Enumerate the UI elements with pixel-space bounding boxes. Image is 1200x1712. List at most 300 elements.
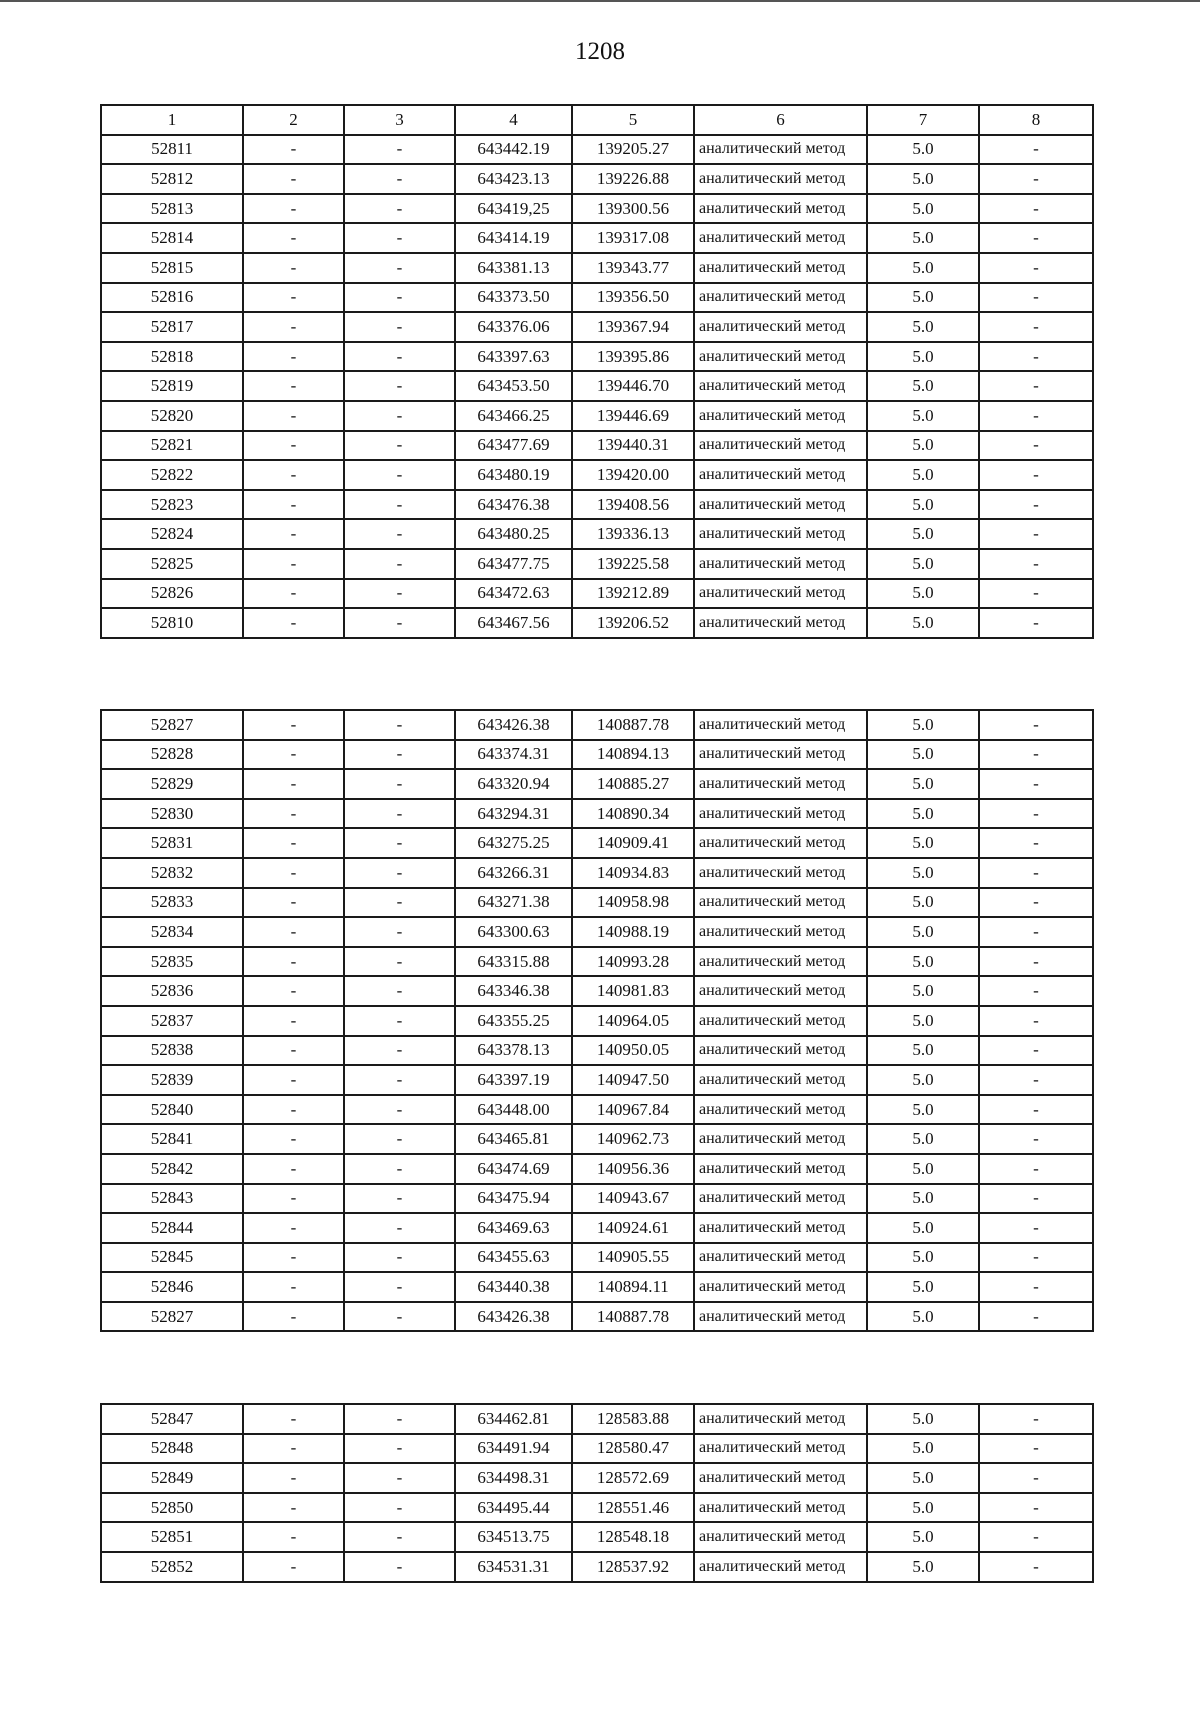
table-cell: 5.0 — [867, 579, 979, 609]
coordinates-table-3 — [100, 1403, 1094, 1583]
table-cell: 5.0 — [867, 1213, 979, 1243]
table-cell: - — [979, 858, 1093, 888]
column-header: 2 — [243, 105, 344, 135]
table-cell: - — [344, 549, 455, 579]
table-row — [101, 917, 1093, 947]
table-cell: - — [344, 608, 455, 638]
table-cell: - — [979, 490, 1093, 520]
table-cell: - — [243, 1404, 344, 1434]
table-cell: 139212.89 — [572, 579, 694, 609]
table-cell: 5.0 — [867, 1154, 979, 1184]
table-cell: 140887.78 — [572, 710, 694, 740]
table-cell: аналитический метод — [694, 342, 867, 372]
column-header: 7 — [867, 105, 979, 135]
table-row — [101, 888, 1093, 918]
table-cell: - — [979, 828, 1093, 858]
table-cell: - — [344, 740, 455, 770]
table-cell: 139356.50 — [572, 283, 694, 313]
table-cell: - — [243, 1272, 344, 1302]
table-cell: 5.0 — [867, 740, 979, 770]
table-cell: аналитический метод — [694, 1213, 867, 1243]
table-cell: 5.0 — [867, 1434, 979, 1464]
table-cell: - — [979, 431, 1093, 461]
table-cell: 643440.38 — [455, 1272, 572, 1302]
table-cell: - — [243, 253, 344, 283]
table-cell: 5.0 — [867, 135, 979, 165]
table-cell: - — [979, 740, 1093, 770]
table-cell: 5.0 — [867, 1095, 979, 1125]
table-cell: - — [979, 1302, 1093, 1332]
table-cell: - — [344, 460, 455, 490]
table-cell: - — [979, 917, 1093, 947]
table-cell: - — [243, 401, 344, 431]
table-cell: - — [344, 828, 455, 858]
table-cell: 5.0 — [867, 710, 979, 740]
table-cell: 5.0 — [867, 519, 979, 549]
table-cell: 52811 — [101, 135, 243, 165]
table-cell: 128583.88 — [572, 1404, 694, 1434]
table-cell: - — [243, 460, 344, 490]
table-cell: аналитический метод — [694, 1493, 867, 1523]
table-cell: 140934.83 — [572, 858, 694, 888]
table-cell: 643397.63 — [455, 342, 572, 372]
table-cell: - — [243, 947, 344, 977]
table-cell: - — [979, 1006, 1093, 1036]
table-cell: 52834 — [101, 917, 243, 947]
table-cell: - — [344, 1522, 455, 1552]
table-cell: 634491.94 — [455, 1434, 572, 1464]
table-cell: 5.0 — [867, 312, 979, 342]
table-cell: аналитический метод — [694, 1434, 867, 1464]
table-row — [101, 1552, 1093, 1582]
table-cell: 139226.88 — [572, 164, 694, 194]
table-cell: - — [979, 1243, 1093, 1273]
table-cell: - — [979, 519, 1093, 549]
table-cell: аналитический метод — [694, 769, 867, 799]
table-row — [101, 579, 1093, 609]
table-cell: 52813 — [101, 194, 243, 224]
table-cell: 52833 — [101, 888, 243, 918]
column-header: 4 — [455, 105, 572, 135]
table-cell: 643442.19 — [455, 135, 572, 165]
table-cell: 5.0 — [867, 223, 979, 253]
table-cell: 52837 — [101, 1006, 243, 1036]
table-cell: - — [344, 431, 455, 461]
table-cell: 5.0 — [867, 1552, 979, 1582]
table-cell: 52823 — [101, 490, 243, 520]
table-cell: аналитический метод — [694, 1302, 867, 1332]
table-cell: 140894.13 — [572, 740, 694, 770]
table-cell: 643480.19 — [455, 460, 572, 490]
table-cell: 643426.38 — [455, 710, 572, 740]
table-cell: 643466.25 — [455, 401, 572, 431]
table-cell: 140887.78 — [572, 1302, 694, 1332]
table-cell: - — [979, 549, 1093, 579]
table-cell: аналитический метод — [694, 740, 867, 770]
table-cell: - — [979, 888, 1093, 918]
table-cell: 139420.00 — [572, 460, 694, 490]
table-cell: 5.0 — [867, 917, 979, 947]
table-cell: 643419,25 — [455, 194, 572, 224]
table-cell: 140905.55 — [572, 1243, 694, 1273]
table-cell: - — [979, 135, 1093, 165]
table-cell: - — [979, 401, 1093, 431]
table-row — [101, 253, 1093, 283]
table-cell: 52841 — [101, 1124, 243, 1154]
table-cell: - — [344, 1272, 455, 1302]
table-cell: аналитический метод — [694, 828, 867, 858]
table-cell: - — [243, 828, 344, 858]
table-cell: 128548.18 — [572, 1522, 694, 1552]
table-cell: 5.0 — [867, 799, 979, 829]
table-cell: 643453.50 — [455, 371, 572, 401]
table-cell: 5.0 — [867, 431, 979, 461]
table-cell: - — [243, 1463, 344, 1493]
table-cell: 52819 — [101, 371, 243, 401]
table-row — [101, 312, 1093, 342]
table-cell: 5.0 — [867, 769, 979, 799]
table-row — [101, 828, 1093, 858]
table-row — [101, 519, 1093, 549]
table-cell: 140962.73 — [572, 1124, 694, 1154]
scan-top-edge — [0, 0, 1200, 2]
table-cell: 52824 — [101, 519, 243, 549]
table-cell: - — [344, 1154, 455, 1184]
table-cell: 52810 — [101, 608, 243, 638]
table-cell: 643475.94 — [455, 1184, 572, 1214]
table-cell: аналитический метод — [694, 1522, 867, 1552]
table-cell: 139395.86 — [572, 342, 694, 372]
table-cell: - — [979, 283, 1093, 313]
table-cell: 634462.81 — [455, 1404, 572, 1434]
table-cell: 52844 — [101, 1213, 243, 1243]
table-cell: - — [979, 769, 1093, 799]
table-cell: аналитический метод — [694, 917, 867, 947]
table-cell: 643355.25 — [455, 1006, 572, 1036]
table-cell: 5.0 — [867, 1036, 979, 1066]
table-cell: - — [344, 1124, 455, 1154]
table-cell: 5.0 — [867, 342, 979, 372]
table-row — [101, 1065, 1093, 1095]
table-cell: - — [979, 1154, 1093, 1184]
table-cell: - — [979, 1095, 1093, 1125]
table-cell: - — [243, 1302, 344, 1332]
table-cell: - — [979, 164, 1093, 194]
table-cell: 5.0 — [867, 858, 979, 888]
table-cell: - — [979, 1124, 1093, 1154]
table-cell: 52842 — [101, 1154, 243, 1184]
table-cell: аналитический метод — [694, 401, 867, 431]
table-cell: 140956.36 — [572, 1154, 694, 1184]
table-cell: - — [344, 799, 455, 829]
table-cell: 139317.08 — [572, 223, 694, 253]
table-cell: - — [344, 1095, 455, 1125]
table-cell: - — [979, 1272, 1093, 1302]
table-cell: 5.0 — [867, 194, 979, 224]
table-cell: 643477.69 — [455, 431, 572, 461]
table-cell: 643266.31 — [455, 858, 572, 888]
table-cell: аналитический метод — [694, 1154, 867, 1184]
table-row — [101, 135, 1093, 165]
table-cell: 139446.70 — [572, 371, 694, 401]
table-cell: - — [344, 194, 455, 224]
table-cell: - — [243, 1065, 344, 1095]
table-cell: 52836 — [101, 976, 243, 1006]
table-cell: 643374.31 — [455, 740, 572, 770]
table-cell: - — [243, 223, 344, 253]
table-row — [101, 740, 1093, 770]
table-cell: 139205.27 — [572, 135, 694, 165]
table-cell: - — [344, 1434, 455, 1464]
table-cell: 643426.38 — [455, 1302, 572, 1332]
table-cell: 52839 — [101, 1065, 243, 1095]
table-cell: аналитический метод — [694, 519, 867, 549]
table-cell: 128537.92 — [572, 1552, 694, 1582]
table-cell: 52830 — [101, 799, 243, 829]
table-row — [101, 194, 1093, 224]
table-cell: аналитический метод — [694, 1065, 867, 1095]
table-cell: 5.0 — [867, 1243, 979, 1273]
table-cell: 52827 — [101, 1302, 243, 1332]
table-cell: - — [243, 1095, 344, 1125]
table-cell: - — [243, 1154, 344, 1184]
table-cell: - — [979, 1552, 1093, 1582]
table-cell: - — [243, 283, 344, 313]
table-cell: - — [344, 312, 455, 342]
table-cell: - — [243, 1493, 344, 1523]
table-cell: - — [344, 371, 455, 401]
table-cell: - — [243, 164, 344, 194]
table-row — [101, 1434, 1093, 1464]
table-cell: аналитический метод — [694, 1095, 867, 1125]
table-cell: 140924.61 — [572, 1213, 694, 1243]
table-row — [101, 164, 1093, 194]
table-cell: аналитический метод — [694, 1243, 867, 1273]
table-cell: аналитический метод — [694, 1184, 867, 1214]
table-cell: 140981.83 — [572, 976, 694, 1006]
table-cell: - — [243, 490, 344, 520]
table-row — [101, 858, 1093, 888]
table-cell: 52852 — [101, 1552, 243, 1582]
table-cell: 52818 — [101, 342, 243, 372]
table-cell: аналитический метод — [694, 858, 867, 888]
table-row — [101, 769, 1093, 799]
header-row — [101, 105, 1093, 135]
table-row — [101, 342, 1093, 372]
table-cell: аналитический метод — [694, 283, 867, 313]
table-cell: - — [979, 1184, 1093, 1214]
table-cell: 643315.88 — [455, 947, 572, 977]
table-cell: 634531.31 — [455, 1552, 572, 1582]
table-cell: 128572.69 — [572, 1463, 694, 1493]
table-cell: 52831 — [101, 828, 243, 858]
table-cell: 5.0 — [867, 1522, 979, 1552]
table-cell: 52826 — [101, 579, 243, 609]
table-cell: 52814 — [101, 223, 243, 253]
table-cell: - — [979, 223, 1093, 253]
table-cell: 643373.50 — [455, 283, 572, 313]
table-cell: - — [344, 1065, 455, 1095]
table-cell: - — [243, 1036, 344, 1066]
table-cell: 128580.47 — [572, 1434, 694, 1464]
table-cell: - — [344, 401, 455, 431]
table-cell: - — [344, 769, 455, 799]
table-row — [101, 1404, 1093, 1434]
table-cell: аналитический метод — [694, 579, 867, 609]
table-cell: 139367.94 — [572, 312, 694, 342]
table-cell: - — [243, 579, 344, 609]
table-cell: 5.0 — [867, 401, 979, 431]
table-cell: 139225.58 — [572, 549, 694, 579]
table-row — [101, 1036, 1093, 1066]
table-cell: 139408.56 — [572, 490, 694, 520]
table-cell: 5.0 — [867, 888, 979, 918]
table-cell: - — [243, 799, 344, 829]
table-cell: аналитический метод — [694, 888, 867, 918]
table-cell: - — [344, 135, 455, 165]
table-cell: аналитический метод — [694, 194, 867, 224]
table-cell: 52843 — [101, 1184, 243, 1214]
table-cell: аналитический метод — [694, 710, 867, 740]
table-cell: - — [979, 1065, 1093, 1095]
table-cell: 5.0 — [867, 1184, 979, 1214]
table-row — [101, 283, 1093, 313]
table-cell: 52832 — [101, 858, 243, 888]
table-row — [101, 710, 1093, 740]
table-cell: - — [979, 976, 1093, 1006]
table-cell: 52849 — [101, 1463, 243, 1493]
table-cell: 643397.19 — [455, 1065, 572, 1095]
table-cell: 643480.25 — [455, 519, 572, 549]
table-cell: 643414.19 — [455, 223, 572, 253]
table-cell: 52817 — [101, 312, 243, 342]
table-cell: - — [979, 194, 1093, 224]
table-cell: 643455.63 — [455, 1243, 572, 1273]
table-cell: - — [243, 710, 344, 740]
table-cell: 5.0 — [867, 828, 979, 858]
table-row — [101, 1272, 1093, 1302]
table-row — [101, 1095, 1093, 1125]
table-cell: 5.0 — [867, 283, 979, 313]
table-cell: 52847 — [101, 1404, 243, 1434]
table-cell: 5.0 — [867, 1006, 979, 1036]
table-row — [101, 1302, 1093, 1332]
table-cell: 5.0 — [867, 460, 979, 490]
table-cell: - — [344, 1404, 455, 1434]
table-cell: 5.0 — [867, 1302, 979, 1332]
table-cell: 52835 — [101, 947, 243, 977]
table-cell: 52829 — [101, 769, 243, 799]
table-cell: 643448.00 — [455, 1095, 572, 1125]
table-cell: аналитический метод — [694, 371, 867, 401]
table-cell: 5.0 — [867, 490, 979, 520]
table-cell: - — [243, 1006, 344, 1036]
table-cell: - — [979, 342, 1093, 372]
table-cell: - — [979, 947, 1093, 977]
table-cell: - — [979, 1213, 1093, 1243]
table-cell: 643275.25 — [455, 828, 572, 858]
table-cell: - — [344, 1493, 455, 1523]
table-cell: 139206.52 — [572, 608, 694, 638]
table-row — [101, 1184, 1093, 1214]
table-cell: 643271.38 — [455, 888, 572, 918]
table-cell: 643294.31 — [455, 799, 572, 829]
table-cell: 643467.56 — [455, 608, 572, 638]
table-cell: аналитический метод — [694, 976, 867, 1006]
table-row — [101, 1493, 1093, 1523]
table-cell: 643477.75 — [455, 549, 572, 579]
table-cell: - — [243, 519, 344, 549]
table-cell: аналитический метод — [694, 1124, 867, 1154]
table-cell: 643346.38 — [455, 976, 572, 1006]
table-cell: 643381.13 — [455, 253, 572, 283]
table-cell: - — [344, 1463, 455, 1493]
table-cell: аналитический метод — [694, 431, 867, 461]
table-cell: 643376.06 — [455, 312, 572, 342]
table-cell: - — [344, 519, 455, 549]
table-cell: - — [979, 253, 1093, 283]
table-cell: 139343.77 — [572, 253, 694, 283]
table-cell: аналитический метод — [694, 253, 867, 283]
table-cell: 643423.13 — [455, 164, 572, 194]
table-cell: - — [979, 460, 1093, 490]
table-cell: - — [243, 431, 344, 461]
table-cell: - — [243, 1243, 344, 1273]
table-cell: 52846 — [101, 1272, 243, 1302]
table-cell: - — [243, 549, 344, 579]
table-cell: 140993.28 — [572, 947, 694, 977]
table-cell: 140894.11 — [572, 1272, 694, 1302]
table-cell: - — [344, 283, 455, 313]
table-cell: 52838 — [101, 1036, 243, 1066]
table-row — [101, 1213, 1093, 1243]
table-cell: 139300.56 — [572, 194, 694, 224]
table-cell: - — [243, 135, 344, 165]
table-row — [101, 1154, 1093, 1184]
table-row — [101, 1243, 1093, 1273]
table-cell: 52851 — [101, 1522, 243, 1552]
table-cell: аналитический метод — [694, 1552, 867, 1582]
table-cell: 52812 — [101, 164, 243, 194]
table-cell: аналитический метод — [694, 608, 867, 638]
table-cell: 140947.50 — [572, 1065, 694, 1095]
table-cell: - — [979, 1463, 1093, 1493]
table-cell: - — [243, 917, 344, 947]
table-cell: 140958.98 — [572, 888, 694, 918]
table-cell: - — [344, 342, 455, 372]
table-cell: 52845 — [101, 1243, 243, 1273]
table-row — [101, 431, 1093, 461]
table-cell: 5.0 — [867, 976, 979, 1006]
table-cell: - — [344, 164, 455, 194]
table-cell: - — [979, 312, 1093, 342]
table-cell: - — [344, 858, 455, 888]
column-header: 5 — [572, 105, 694, 135]
table-cell: 52827 — [101, 710, 243, 740]
table-cell: - — [243, 888, 344, 918]
table-cell: 139446.69 — [572, 401, 694, 431]
table-cell: 643465.81 — [455, 1124, 572, 1154]
table-row — [101, 1124, 1093, 1154]
table-cell: 5.0 — [867, 371, 979, 401]
table-cell: - — [344, 710, 455, 740]
table-cell: - — [243, 1434, 344, 1464]
table-cell: - — [243, 371, 344, 401]
table-row — [101, 799, 1093, 829]
table-cell: 634498.31 — [455, 1463, 572, 1493]
table-cell: - — [344, 976, 455, 1006]
table-cell: аналитический метод — [694, 460, 867, 490]
